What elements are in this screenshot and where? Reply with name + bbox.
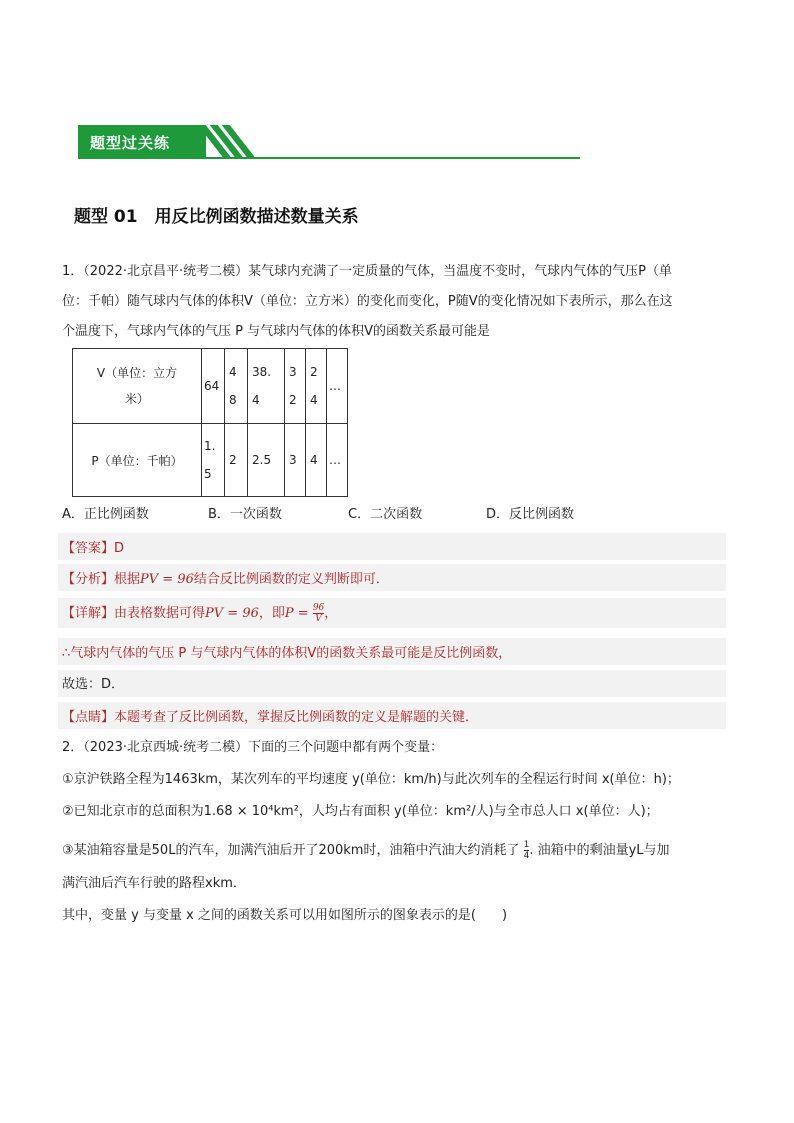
q1-line-2: 位：千帕）随气球内气体的体积V（单位：立方米）的变化而变化，P随V的变化情况如下表所示，那么在这 [62, 294, 673, 309]
comment-text: 本题考查了反比例函数，掌握反比例函数的定义是解题的关键． [114, 710, 479, 725]
fraction-numerator: 96 [312, 603, 325, 613]
option-d: D．反比例函数 [486, 507, 575, 522]
cell-text: 1. [204, 439, 216, 453]
q1-line-1: 1．（2022·北京昌平·统考二模）某气球内充满了一定质量的气体，当温度不变时，气球内气体的气压P（单 [62, 264, 672, 279]
cell-text: 8 [229, 393, 237, 407]
comment-tag: 【点睛】 [62, 710, 115, 725]
comment-line [62, 706, 478, 725]
table-header-p: P（单位：千帕） [73, 424, 202, 497]
banner-underline [206, 157, 580, 159]
cell-text: 38. [252, 365, 272, 379]
answer-value: D [114, 541, 125, 556]
choose-line: 故选：D． [62, 677, 125, 692]
table-cell [285, 424, 306, 497]
q2-item-2: ②已知北京市的总面积为1.68 × 10⁴km²，人均占有面积 y(单位：km²/人)与全市总人口 x(单位：人)； [62, 804, 659, 819]
choose-row [58, 670, 726, 697]
table-cell [285, 349, 306, 424]
cell-text: 64 [204, 379, 220, 393]
analysis-text: 根据 [114, 572, 141, 587]
q2-item-3 [62, 840, 670, 861]
q2-line-1: 2．（2023·北京西城·统考二模）下面的三个问题中都有两个变量： [62, 740, 444, 755]
q1-line-3: 个温度下，气球内气体的气压 P 与气球内气体的体积V的函数关系最可能是 [62, 324, 490, 339]
table-cell [248, 349, 285, 424]
section-banner [78, 125, 580, 161]
cell-text: 2 [289, 393, 297, 407]
table-header-v [73, 349, 202, 424]
detail-equation: PV = 96 [205, 606, 259, 621]
table-row [73, 424, 348, 497]
fraction-denominator: 4 [523, 851, 530, 861]
cell-text: 3 [289, 365, 297, 379]
answer-line [62, 537, 124, 556]
option-c: C．二次函数 [348, 507, 423, 522]
section-heading: 题型 01 用反比例函数描述数量关系 [74, 207, 359, 227]
fraction [313, 603, 324, 624]
analysis-equation: PV = 96 [140, 572, 194, 587]
q2-item-1: ①京沪铁路全程为1463km，某次列车的平均速度 y(单位：km/h)与此次列车的全程运行时间 x(单位：h)； [62, 772, 680, 787]
table-cell [225, 349, 248, 424]
cell-text: 2.5 [252, 453, 272, 467]
cell-text: 2 [310, 365, 318, 379]
cell-text: … [329, 453, 341, 467]
detail-line [62, 602, 337, 624]
q2-item-3-text: . 油箱中的剩油量yL与加 [529, 843, 670, 858]
detail-text: ， [324, 606, 338, 621]
fraction-denominator: V [315, 614, 322, 624]
analysis-text: 结合反比例函数的定义判断即可． [193, 572, 389, 587]
q2-item-3-cont: 满汽油后汽车行驶的路程xkm． [62, 876, 246, 891]
detail-tag: 【详解】 [62, 606, 115, 621]
cell-text: … [329, 379, 341, 393]
cell-text: 5 [204, 467, 212, 481]
q2-item-3-text: ③某油箱容量是50L的汽车，加满汽油后开了200km时，油箱中汽油大约消耗了 [62, 843, 520, 858]
detail-text: 由表格数据可得 [114, 606, 206, 621]
header-text: 米） [124, 392, 149, 406]
header-text: V（单位：立方 [96, 366, 178, 380]
option-a: A．正比例函数 [62, 507, 149, 522]
detail-equation: P = [284, 606, 309, 621]
table-cell [327, 424, 348, 497]
therefore-line: ∴气球内气体的气压 P 与气球内气体的体积V的函数关系最可能是反比例函数， [62, 646, 512, 661]
cell-text: 4 [310, 393, 318, 407]
table-row [73, 349, 348, 424]
answer-tag: 【答案】 [62, 541, 115, 556]
cell-text: 2 [229, 453, 237, 467]
cell-text: 4 [252, 393, 260, 407]
fraction-numerator: 1 [523, 840, 530, 850]
q2-question: 其中，变量 y 与变量 x 之间的函数关系可以用如图所示的图象表示的是( ) [62, 908, 508, 923]
analysis-line [62, 568, 389, 587]
option-b: B．一次函数 [208, 507, 282, 522]
cell-text: 4 [310, 453, 318, 467]
banner-label: 题型过关练 [90, 134, 171, 152]
table-cell [202, 424, 225, 497]
table-cell [306, 349, 327, 424]
data-table [72, 348, 348, 497]
detail-text: ，即 [258, 606, 285, 621]
analysis-tag: 【分析】 [62, 572, 115, 587]
answer-row [58, 533, 726, 560]
table-cell [327, 349, 348, 424]
table-cell [306, 424, 327, 497]
cell-text: 3 [289, 453, 297, 467]
cell-text: 4 [229, 365, 237, 379]
table-cell [225, 424, 248, 497]
table-cell [248, 424, 285, 497]
table-cell [202, 349, 225, 424]
